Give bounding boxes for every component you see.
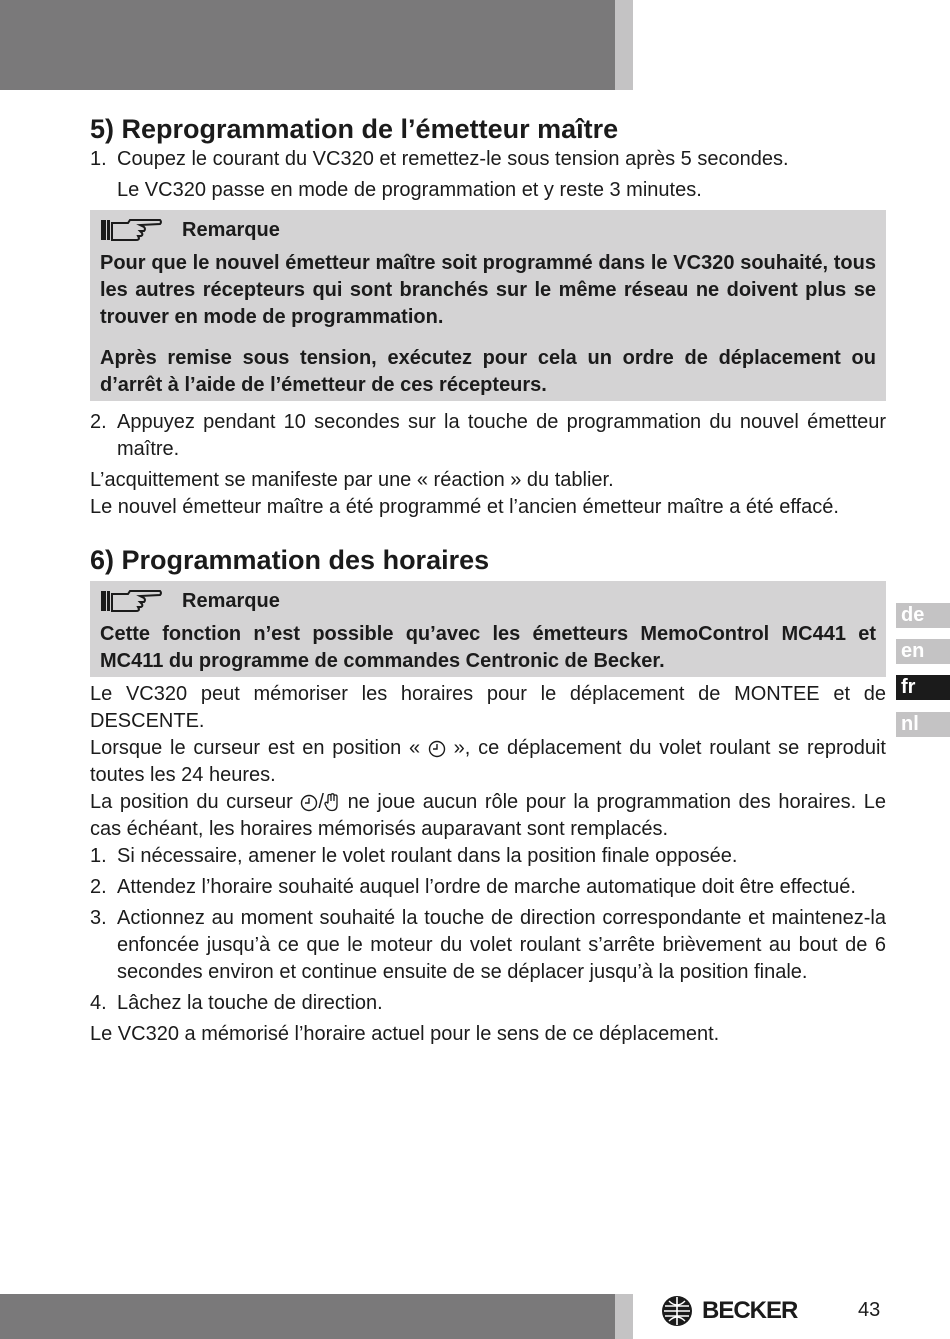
list-text: Lâchez la touche de direction. (117, 992, 383, 1014)
paragraph-text: Lorsque le curseur est en position « (90, 737, 421, 759)
paragraph (90, 735, 886, 789)
page-content (90, 112, 886, 1048)
page-number: 43 (858, 1299, 881, 1321)
list-number: 4. (90, 992, 107, 1014)
lang-tab-en[interactable]: en (896, 639, 950, 664)
list-text: Actionnez au moment souhaité la touche de direction correspondante et maintenez-la enfoncée jusqu’à ce que le moteur du volet roulant s’arrête brièvement au bout de 6 secondes environ et continue ensuite de se déplacer jusqu’à la position finale. (117, 907, 886, 983)
paragraph-text: ne joue aucun rôle pour la programmation des horaires. Le cas échéant, les horaires mémorisés auparavant sont remplacés. (90, 791, 887, 840)
clock-icon (300, 794, 318, 812)
paragraph: Le VC320 peut mémoriser les horaires pour le déplacement de MONTEE et de DESCENTE. (90, 683, 886, 732)
list-number: 2. (90, 411, 107, 433)
pointing-hand-icon (100, 217, 162, 243)
list-item (90, 843, 886, 870)
note-text: Cette fonction n’est possible qu’avec les émetteurs MemoControl MC441 et MC411 du programme de commandes Centronic de Becker. (100, 623, 876, 672)
list-number: 1. (90, 845, 107, 867)
list-text: Le VC320 passe en mode de programmation et y reste 3 minutes. (117, 179, 702, 201)
list-item (90, 990, 886, 1017)
paragraph: Le nouvel émetteur maître a été programmé et l’ancien émetteur maître a été effacé. (90, 496, 839, 518)
paragraph (90, 789, 886, 843)
list-number: 2. (90, 876, 107, 898)
paragraph-text: », ce déplacement du volet roulant se reproduit toutes les 24 heures. (90, 737, 886, 786)
note-box (90, 210, 886, 401)
list-number: 1. (90, 148, 107, 170)
footer-bar (0, 1294, 615, 1339)
list-text: Coupez le courant du VC320 et remettez-le sous tension après 5 secondes. (117, 148, 789, 170)
list-item (90, 905, 886, 986)
list-item (90, 146, 886, 173)
clock-icon (428, 740, 446, 758)
pointing-hand-icon (100, 588, 162, 614)
list-continuation (90, 177, 886, 204)
becker-logo-icon (660, 1294, 694, 1328)
list-number: 3. (90, 907, 107, 929)
brand-logo (660, 1294, 797, 1328)
separator: / (318, 791, 324, 813)
note-title: Remarque (182, 218, 280, 241)
paragraph: Le VC320 a mémorisé l’horaire actuel pour le sens de ce déplacement. (90, 1023, 720, 1045)
brand-name: BECKER (702, 1297, 798, 1324)
note-box (90, 581, 886, 677)
note-text: Pour que le nouvel émetteur maître soit programmé dans le VC320 souhaité, tous les autres récepteurs qui sont branchés sur le même réseau ne doivent plus se trouver en mode de programmation. (100, 252, 876, 328)
list-item (90, 874, 886, 901)
note-text: Après remise sous tension, exécutez pour cela un ordre de déplacement ou d’arrêt à l’aide de l’émetteur de ces récepteurs. (100, 347, 876, 396)
paragraph: L’acquittement se manifeste par une « réaction » du tablier. (90, 469, 614, 491)
list-item (90, 409, 886, 463)
note-title: Remarque (182, 589, 280, 612)
paragraph-text: La position du curseur (90, 791, 293, 813)
lang-tab-de[interactable]: de (896, 603, 950, 628)
hand-icon (324, 793, 340, 812)
list-text: Si nécessaire, amener le volet roulant dans la position finale opposée. (117, 845, 738, 867)
section-6-title: 6) Programmation des horaires (90, 545, 490, 575)
lang-tab-fr[interactable]: fr (896, 675, 950, 700)
list-text: Appuyez pendant 10 secondes sur la touche de programmation du nouvel émetteur maître. (117, 411, 886, 460)
footer-bar-edge (615, 1294, 633, 1339)
header-bar-edge (615, 0, 633, 90)
list-text: Attendez l’horaire souhaité auquel l’ordre de marche automatique doit être effectué. (117, 876, 856, 898)
section-5-title: 5) Reprogrammation de l’émetteur maître (90, 114, 619, 144)
header-bar (0, 0, 615, 90)
lang-tab-nl[interactable]: nl (896, 712, 950, 737)
